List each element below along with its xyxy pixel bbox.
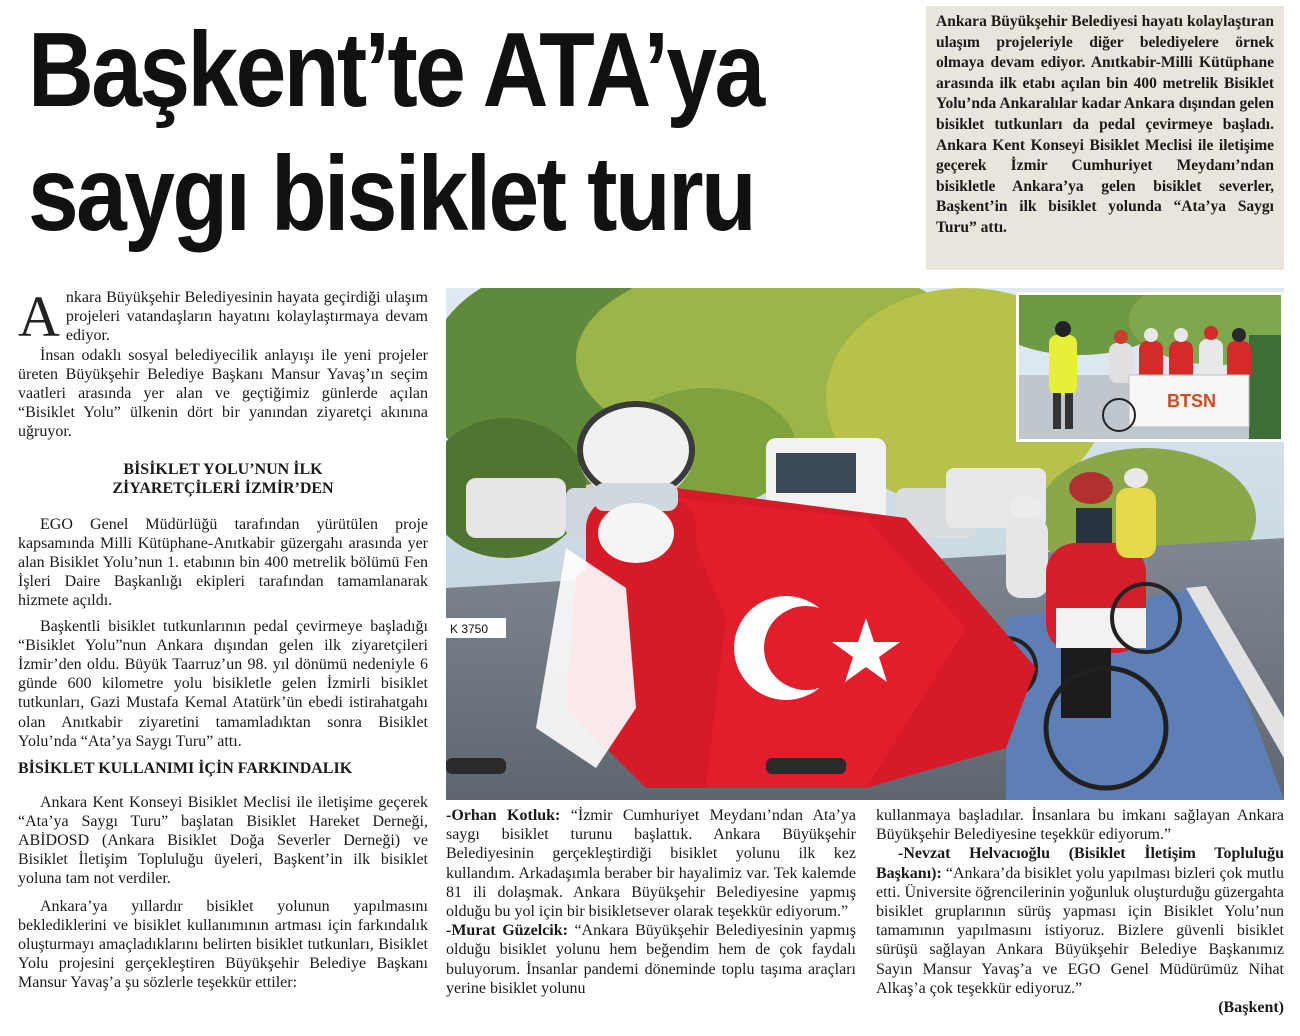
column-3 — [876, 806, 1284, 1017]
column-1 — [18, 284, 428, 993]
subheading: BİSİKLET KULLANIMI İÇİN FARKINDALIK — [18, 760, 353, 778]
quote-murat-guzelcik: -Murat Güzelcik: “Ankara Büyükşehir Belediyesinin yapmış olduğu bisiklet yolunu hem beğendim hem de çok faydalı buluyorum. İnsanlar pandemi döneminde toplu taşıma araçları yerine bisiklet yolunu — [446, 922, 856, 997]
lead-paragraph: Ankara Büyükşehir Belediyesinin hayata geçirdiği ulaşım projeleri vatandaşların hayatını kolaylaştırmaya devam ediyor. — [18, 284, 428, 349]
license-plate: K 3750 — [450, 622, 489, 636]
banner-text: BTSN — [1167, 391, 1216, 411]
paragraph: EGO Genel Müdürlüğü tarafından yürütülen proje kapsamında Milli Kütüphane-Anıtkabir güzergahı arasında yer alan Bisiklet Yolu’nun 1. etabının bin 400 metrelik bölümü Fen İşleri Daire Başkanlığı ekipleri tarafından tamamlanarak hizmete açıldı. — [18, 515, 428, 610]
quote-speaker: -Orhan Kotluk: — [446, 807, 561, 824]
column-2 — [446, 806, 856, 998]
group-photo-illustration — [1019, 295, 1281, 439]
paragraph: Ankara’ya yıllardır bisiklet yolunun yapılmasını beklediklerini ve bisiklet kullanımının artması için farkındalık oluşturmayı amaçladıklarını belirten bisiklet tutkunları, Bisiklet Yolu projesini gerçekleştiren Büyükşehir Belediye Başkanı Mansur Yavaş’a şu sözlerle teşekkür ettiler: — [18, 897, 428, 992]
inset-photo — [1016, 292, 1284, 442]
paragraph: Başkentli bisiklet tutkunlarının pedal çevirmeye başladığı “Bisiklet Yolu”nun Ankara dışından gelen ilk ziyaretçileri İzmir’den oldu. Büyük Taarruz’un 98. yıl dönümü nedeniyle 6 günde 600 kilometre yolu bisikletle gelen İzmirli bisiklet tutkunları, Gazi Mustafa Kemal Atatürk’ün ebedi istirahatgahı olan Anıtkabir ziyaretini tamamladıktan sonra Bisiklet Yolu’nda “Ata’ya Saygı Turu” attı. — [18, 617, 428, 750]
headline — [28, 8, 802, 256]
quote-speaker: -Murat Güzelcik: — [446, 922, 568, 940]
paragraph: Ankara Kent Konseyi Bisiklet Meclisi ile iletişime geçerek “Ata’ya Saygı Turu” başlatan Bisiklet Hareket Derneği, ABİDOSD (Ankara Bisiklet Doğa Severler Derneği) ve Bisiklet İletişim Topluluğu üyeleri, Başkent’in ilk bisiklet yoluna tam not verdiler. — [18, 793, 428, 888]
drop-cap: A — [18, 284, 60, 349]
source-signature: (Başkent) — [1218, 999, 1284, 1017]
paragraph: kullanmaya başladılar. İnsanlara bu imkanı sağlayan Ankara Büyükşehir Belediyesine teşekkür ediyorum.” — [876, 807, 1284, 844]
paragraph: İnsan odaklı sosyal belediyecilik anlayışı ile yeni projeler üreten Büyükşehir Belediye Başkanı Mansur Yavaş’ın seçim vaatleri arasında yer alan ve geçtiğimiz günlerde açılan “Bisiklet Yolu” ülkenin dört bir yanından ziyaretçi akınına uğruyor. — [18, 346, 428, 441]
headline-line-1: Başkent’te ATA’ya — [28, 11, 763, 129]
quote-speaker: -Nevzat Helvacıoğlu (Bisiklet İletişim Topluluğu Başkanı): — [876, 845, 1284, 882]
headline-line-2: saygı bisiklet turu — [28, 135, 755, 253]
quote-nevzat-helvacioglu: -Nevzat Helvacıoğlu (Bisiklet İletişim Topluluğu Başkanı): “Ankara’da bisiklet yolu yapılması bizleri çok mutlu etti. Üniversite öğrencilerinin yoğunluk oluşturduğu güzergahta bisiklet gruplarının sürüş yapması için Bisiklet Yolu’nun tamamının yapılmasını istiyoruz. Bizlere güvenli bisiklet sürüşü sağlayan Ankara Büyükşehir Belediye Başkanımız Sayın Mansur Yavaş’a ve EGO Genel Müdürümüz Nihat Alkaş’a çok teşekkür ediyoruz.” — [876, 845, 1284, 997]
subheading: BİSİKLET YOLU’NUN İLK ZİYARETÇİLERİ İZMİR’DEN — [112, 460, 334, 498]
spot-summary: Ankara Büyükşehir Belediyesi hayatı kolaylaştıran ulaşım projeleriyle diğer belediyelere örnek olmaya devam ediyor. Anıtkabir-Milli Kütüphane arasında ilk etabı açılan bin 400 metrelik Bisiklet Yolu’nda Ankaralılar kadar Ankara dışından gelen bisiklet tutkunları da pedal çevirmeye başladı. Ankara Kent Konseyi Bisiklet Meclisi ile iletişime geçerek İzmir Cumhuriyet Meydanı’ndan bisikletle Ankara’ya gelen bisiklet severler, Başkent’in ilk bisiklet yolunda “Ata’ya Saygı Turu” attı. — [926, 6, 1284, 270]
quote-orhan-kotluk: -Orhan Kotluk: “İzmir Cumhuriyet Meydanı’ndan Ata’ya saygı bisiklet turunu başlattık. Ankara Büyükşehir Belediyesinin gerçekleştirdiği bisiklet yolunu ilk kez kullandım. Arkadaşımla beraber bir hayalimiz var. Tek kalemde 81 ili dolaşmak. Ankara Büyükşehir Belediyesine yapmış olduğu bu yol için bir bisikletsever olarak teşekkür ediyorum.” — [446, 807, 857, 921]
